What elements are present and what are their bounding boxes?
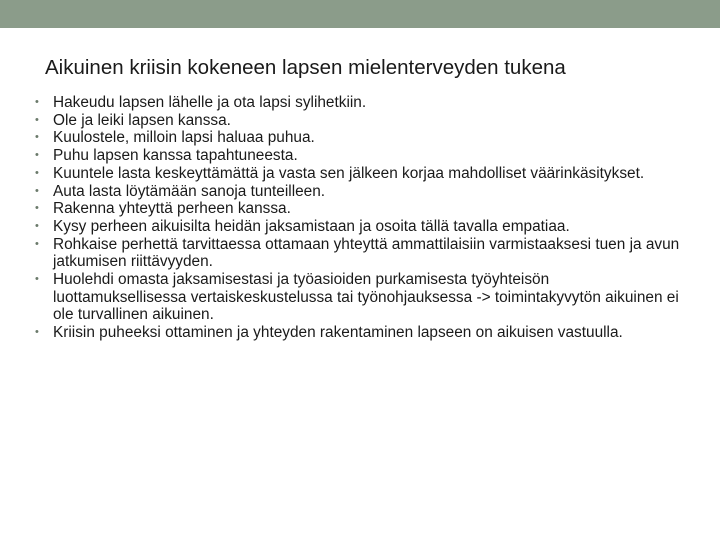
bullet-point-icon: • <box>35 113 39 126</box>
bullet-point-icon: • <box>35 273 39 286</box>
bullet-item <box>35 218 685 236</box>
bullet-text: Ole ja leiki lapsen kanssa. <box>53 111 231 129</box>
bullet-text: Rohkaise perhettä tarvittaessa ottamaan yhteyttä ammattilaisiin varmistaaksesi tuen ja avun jatkumisen riittävyyden. <box>53 235 680 271</box>
bullet-list <box>35 94 685 342</box>
bullet-point-icon: • <box>35 184 39 197</box>
bullet-text: Puhu lapsen kanssa tapahtuneesta. <box>53 147 298 165</box>
bullet-point-icon: • <box>35 166 39 179</box>
bullet-item <box>35 94 685 112</box>
bullet-item <box>35 129 685 147</box>
bullet-point-icon: • <box>35 202 39 215</box>
bullet-item <box>35 236 685 271</box>
bullet-text: Kysy perheen aikuisilta heidän jaksamistaan ja osoita tällä tavalla empatiaa. <box>53 217 570 235</box>
slide-title: Aikuinen kriisin kokeneen lapsen mielenterveyden tukena <box>45 56 566 79</box>
bullet-item <box>35 165 685 183</box>
bullet-text: Kuuntele lasta keskeyttämättä ja vasta sen jälkeen korjaa mahdolliset väärinkäsitykset. <box>53 164 645 182</box>
bullet-text: Hakeudu lapsen lähelle ja ota lapsi sylihetkiin. <box>53 94 367 111</box>
top-accent-band <box>0 0 720 28</box>
bullet-item <box>35 271 685 324</box>
bullet-item <box>35 147 685 165</box>
bullet-text: Huolehdi omasta jaksamisestasi ja työasioiden purkamisesta työyhteisön luottamuksellisessa vertaiskeskustelussa tai työnohjauksessa -> toimintakyvytön aikuinen ei ole turvallinen aikuinen. <box>53 271 679 324</box>
bullet-item <box>35 183 685 201</box>
bullet-item <box>35 112 685 130</box>
bullet-point-icon: • <box>35 131 39 144</box>
bullet-text: Kriisin puheeksi ottaminen ja yhteyden rakentaminen lapseen on aikuisen vastuulla. <box>53 324 623 342</box>
bullet-item <box>35 200 685 218</box>
bullet-point-icon: • <box>35 149 39 162</box>
bullet-point-icon: • <box>35 237 39 250</box>
bullet-point-icon: • <box>35 96 39 108</box>
bullet-point-icon: • <box>35 219 39 232</box>
bullet-item <box>35 324 685 342</box>
bullet-text: Rakenna yhteyttä perheen kanssa. <box>53 200 291 218</box>
bullet-text: Auta lasta löytämään sanoja tunteilleen. <box>53 182 326 200</box>
bullet-point-icon: • <box>35 326 39 339</box>
bullet-text: Kuulostele, milloin lapsi haluaa puhua. <box>53 129 315 147</box>
